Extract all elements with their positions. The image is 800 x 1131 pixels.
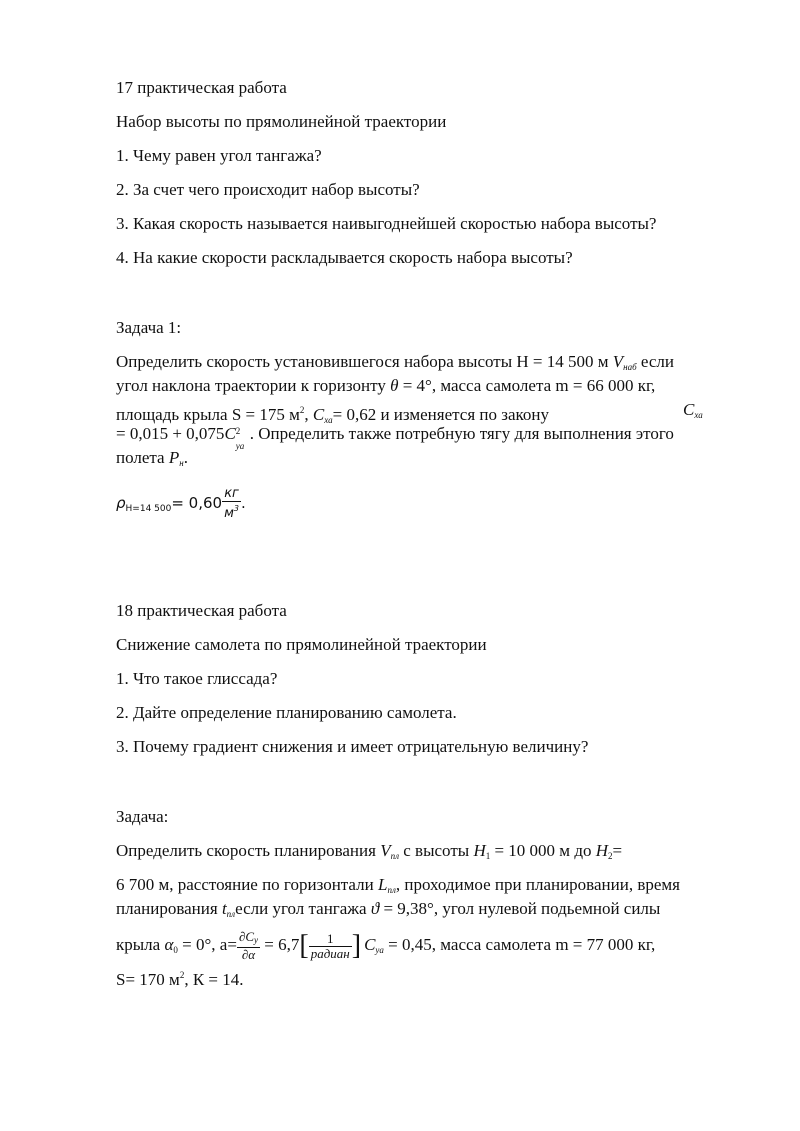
pr17-task-label: Задача 1:: [116, 318, 182, 337]
pr17-density-formula: $\rho_{H=14 500}= 0,60$ $\frac{кг}{м^3}$ .: [116, 485, 246, 521]
density-unit-fraction: $\frac{кг}{м^3}$: [224, 485, 239, 521]
pr18-question-1: 1. Что такое глиссада?: [116, 669, 278, 688]
pr17-question-2: 2. За счет чего происходит набор высоты?: [116, 180, 420, 199]
pr17-task-line-5: полета $P_н$.: [116, 448, 188, 468]
pr17-question-4: 4. На какие скорости раскладывается скорость набора высоты?: [116, 248, 573, 267]
pr18-task-label: Задача:: [116, 807, 169, 826]
pr18-task-line-1: Определить скорость планирования $V_{пл}$ с высоты $H_1 = 10$ 000 м до $H_2=$: [116, 841, 623, 861]
pr17-task-line-3: площадь крыла S = 175 $м^2$, $C_{ха}= 0,62$ и изменяется по закону: [116, 405, 550, 425]
pr17-task-line-2: угол наклона траектории к горизонту θ = 4°, масса самолета m = 66 000 кг,: [116, 376, 656, 395]
pr17-title: 17 практическая работа: [116, 78, 287, 97]
pr17-topic: Набор высоты по прямолинейной траектории: [116, 112, 447, 131]
pr18-task-line-5: S= 170 $м^2$, К = 14.: [116, 970, 244, 989]
pr18-topic: Снижение самолета по прямолинейной траектории: [116, 635, 487, 654]
pr18-task-line-4: крыла $\alpha_0 = 0^\circ$, a= $\frac{\partial C_y}{\partial\alpha}$ = 6,7[ $\frac{1}{\text{радиан}}$ ] $C_{уа} = 0,45$, масса самолета m = 77 000 кг,: [116, 929, 656, 963]
per-radian-fraction: $\frac{1}{\text{радиан}}$: [310, 930, 350, 961]
pr17-question-1: 1. Чему равен угол тангажа?: [116, 146, 322, 165]
pr18-question-2: 2. Дайте определение планированию самолета.: [116, 703, 457, 722]
pr17-question-3: 3. Какая скорость называется наивыгоднейшей скоростью набора высоты?: [116, 214, 657, 233]
pr17-task-line-4: = 0,015 + 0,075C 2 уа . Определить также потребную тягу для выполнения этого: [116, 424, 674, 451]
dcy-dalpha-fraction: $\frac{\partial C_y}{\partial\alpha}$: [238, 929, 259, 963]
pr17-task-line-1: Определить скорость установившегося набора высоты H = 14 500 м $V_{наб}$ если: [116, 352, 675, 372]
pr18-task-line-3: планирования $t_{пл}если$ угол тангажа ϑ = 9,38°, угол нулевой подьемной силы: [116, 899, 661, 919]
pr18-task-line-2: 6 700 м, расстояние по горизонтали $L_{пл}$, проходимое при планировании, время: [116, 875, 680, 895]
pr18-question-3: 3. Почему градиент снижения и имеет отрицательную величину?: [116, 737, 589, 756]
pr18-title: 18 практическая работа: [116, 601, 287, 620]
pr17-task-cxa-right: $C_{ха}$: [683, 400, 703, 420]
